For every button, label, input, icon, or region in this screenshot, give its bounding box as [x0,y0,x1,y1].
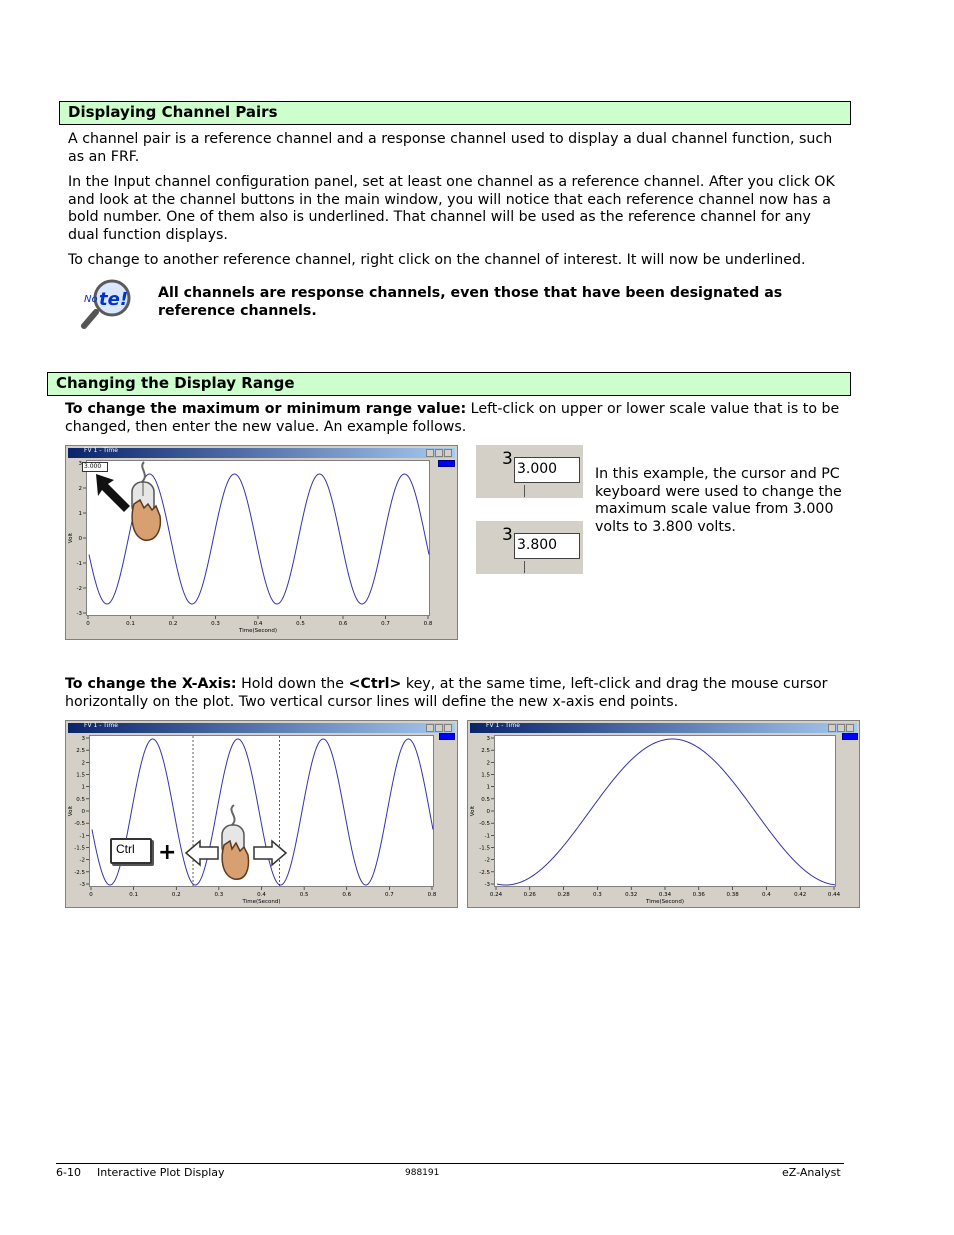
x-tick-label: 0.26 [523,892,536,898]
y-tick-label: -1.5 [74,845,85,852]
plus-sign: + [158,840,177,865]
section-heading-display-range [47,372,851,396]
scale-edit-value: 3.000 [84,463,102,470]
x-tick-label: 0.1 [129,892,138,898]
note-text: All channels are response channels, even those that have been designated as reference channels. [158,285,783,319]
footer-doc-number: 988191 [405,1168,440,1178]
paragraph-channel-pair-def: A channel pair is a reference channel and a response channel used to display a dual channel function, such as an FRF. [68,131,833,165]
drag-arrows-hand-icon [184,803,288,883]
scale-spin-after [476,521,583,574]
y-tick-label: 3 [81,736,85,742]
scale-input-value: 3.800 [517,537,558,553]
scale-edit-field[interactable] [82,462,108,472]
y-tick-label: -0.5 [74,821,85,828]
x-tick-label: 0.6 [338,621,348,627]
paragraph-change-reference: To change to another reference channel, right click on the channel of interest. It will now be underlined. [68,252,806,268]
plot-window-3[interactable] [467,720,860,908]
y-tick-label: 1 [81,784,85,791]
x-tick-label: 0.7 [385,892,394,898]
y-tick-label: 2 [78,486,82,492]
y-tick-label: -2.5 [74,869,85,876]
x-tick-label: 0.4 [253,621,263,627]
caret-mark [524,561,525,573]
x-tick-label: 0.36 [692,892,705,898]
x-tick-label: 0.34 [658,892,672,898]
caret-mark [524,485,525,497]
x-tick-label: 0.38 [726,892,739,898]
plot-title: FV 1 - Time [84,447,118,454]
scale-input-after[interactable] [514,533,580,559]
x-tick-label: 0.4 [762,892,771,898]
x-tick-label: 0.1 [126,621,135,627]
y-tick-label: 2 [486,760,490,767]
scale-spin-before [476,445,583,498]
scale-input-before[interactable] [514,457,580,483]
plot-title: FV 1 - Time [486,722,520,729]
y-tick-label: 1.5 [76,772,85,779]
x-tick-label: 0.44 [827,892,841,898]
x-axis-label: Time(Second) [242,899,281,905]
x-tick-label: 0 [89,892,93,898]
plot-window-1[interactable] [65,445,458,640]
footer-rule [56,1163,844,1164]
y-tick-label: 0 [486,809,490,815]
mouse-hand-icon [126,460,166,544]
y-tick-label: -1.5 [479,845,490,852]
plot-window-2[interactable] [65,720,458,908]
y-tick-label: -3 [484,882,490,888]
x-tick-label: 0.24 [489,892,503,898]
y-tick-label: 1.5 [481,772,490,779]
plot-axes [468,721,861,909]
y-tick-label: -1 [484,833,490,840]
y-tick-label: 1 [78,511,82,517]
xaxis-bold-lead: To change the X-Axis: [65,676,237,692]
y-tick-label: -2 [76,586,82,592]
y-tick-label: -1 [76,561,82,567]
x-tick-label: 0.3 [593,892,602,898]
y-tick-label: 3 [486,736,490,742]
x-tick-label: 0.5 [299,892,309,898]
range-bold-lead: To change the maximum or minimum range value: [65,401,467,417]
y-axis-label: Volt [470,805,476,817]
y-tick-label: -0.5 [479,821,490,828]
y-tick-label: -2 [79,857,85,864]
y-tick-label: 1 [486,784,490,791]
section-heading-text: Changing the Display Range [56,374,295,392]
y-tick-label: 2.5 [76,748,85,755]
x-tick-label: 0.5 [296,621,305,627]
y-tick-label: 2 [81,760,85,767]
y-tick-label: -2 [484,857,490,864]
y-tick-label: 0.5 [76,796,85,803]
x-tick-label: 0.6 [342,892,352,898]
ctrl-key-icon [110,838,152,864]
xaxis-text-b: key, at the same time, left-click and drag the mouse cursor horizontally on the plot. Two vertical cursor lines will define the new x-axis end points. [65,676,828,710]
y-axis-label: Volt [68,532,74,544]
y-axis-label: Volt [68,805,74,817]
x-tick-label: 0 [86,621,90,627]
y-tick-label: 0 [78,536,82,542]
footer-chapter: Interactive Plot Display [97,1166,225,1179]
x-tick-label: 0.42 [794,892,807,898]
footer-product: eZ-Analyst [782,1166,841,1179]
x-tick-label: 0.7 [381,621,390,627]
y-tick-label: 0 [81,809,85,815]
y-tick-label: -1 [79,833,85,840]
x-axis-label: Time(Second) [239,628,277,634]
paragraph-xaxis-instructions [65,676,847,711]
footer-page-number: 6-10 [56,1166,81,1179]
scale-digit: 3 [502,449,513,469]
x-tick-label: 0.32 [625,892,638,898]
ctrl-key-label: Ctrl [116,842,135,856]
scale-digit: 3 [502,525,513,545]
plot-title: FV 1 - Time [84,722,118,729]
x-tick-label: 0.4 [257,892,266,898]
range-text: Left-click on upper or lower scale value that is to be changed, then enter the new value. An example follows. [65,401,840,435]
y-tick-label: -3 [79,882,85,888]
section-heading-text: Displaying Channel Pairs [68,103,278,121]
y-tick-label: -2.5 [479,869,490,876]
note-magnifier-icon [80,278,136,330]
y-tick-label: 0.5 [481,796,490,803]
x-axis-label: Time(Second) [646,899,684,905]
x-tick-label: 0.8 [423,621,433,627]
paragraph-reference-setup: In the Input channel configuration panel, set at least one channel as a reference channel. After you click OK and look at the channel buttons in the main window, you will notice that each reference channel now has a bold number. One of them also is underlined. That channel will be used as the reference channel for any dual function displays. [68,174,835,243]
x-tick-label: 0.8 [427,892,437,898]
y-tick-label: 2.5 [481,748,490,755]
x-tick-label: 0.2 [171,892,181,898]
xaxis-text-a: Hold down the [236,676,349,692]
paragraph-example-explanation: In this example, the cursor and PC keyboard were used to change the maximum scale value from 3.000 volts to 3.800 volts. [595,466,842,535]
paragraph-range-instructions [65,401,845,436]
svg-text:te!: te! [99,289,129,310]
svg-text:No: No [84,294,98,305]
x-tick-label: 0.3 [214,892,224,898]
x-tick-label: 0.3 [211,621,220,627]
x-tick-label: 0.2 [168,621,178,627]
y-tick-label: -3 [76,611,82,617]
y-tick-label: 3 [78,461,82,467]
xaxis-ctrl-key-text: <Ctrl> [348,676,402,692]
scale-input-value: 3.000 [517,461,558,477]
section-heading-channel-pairs [59,101,851,125]
x-tick-label: 0.28 [557,892,570,898]
